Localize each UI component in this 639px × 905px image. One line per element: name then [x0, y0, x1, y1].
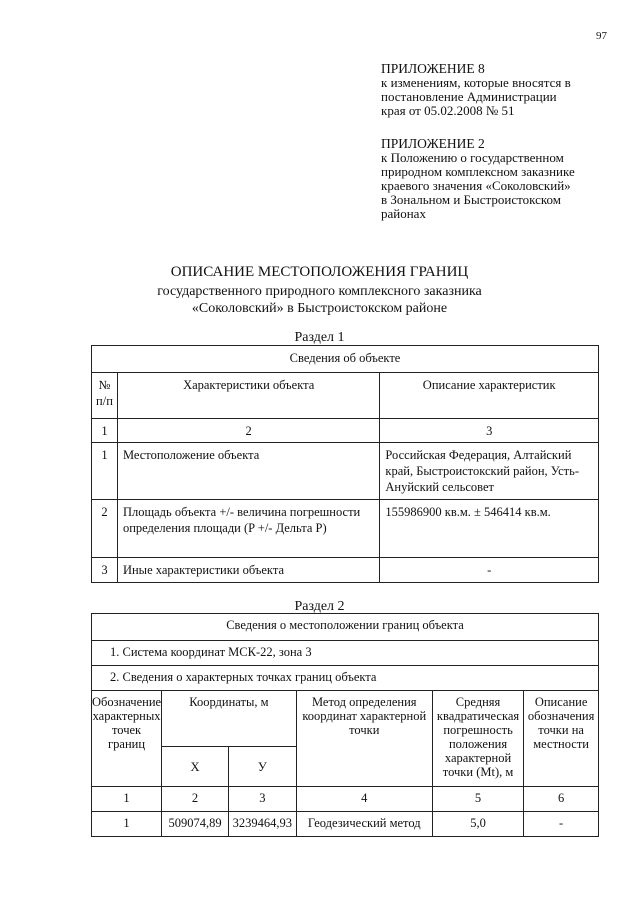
column-number-cell: 4: [296, 787, 432, 812]
appendix-8-line: края от 05.02.2008 № 51: [381, 103, 515, 118]
column-header-coordinates: Координаты, м: [162, 691, 297, 747]
appendix-8-block: [381, 62, 571, 118]
column-number-cell: 2: [162, 787, 229, 812]
column-number-cell: 2: [117, 419, 379, 443]
error-cell: 5,0: [432, 812, 523, 837]
column-number-cell: 1: [92, 787, 162, 812]
points-info-line: 2. Сведения о характерных точках границ объекта: [92, 666, 599, 691]
table-row: [92, 812, 599, 837]
table-row: [92, 443, 599, 500]
row-number: 2: [92, 500, 118, 558]
appendix-2-line: к Положению о государственном: [381, 150, 564, 165]
characteristic-cell: Местоположение объекта: [117, 443, 379, 500]
row-number: 3: [92, 558, 118, 583]
table-row: [92, 558, 599, 583]
y-coordinate-cell: 3239464,93: [229, 812, 297, 837]
row-number: 1: [92, 443, 118, 500]
appendix-2-block: [381, 137, 575, 221]
column-header-description: Описание характеристик: [380, 373, 599, 419]
column-header-point: Обозначение характерных точек границ: [92, 691, 162, 787]
column-header-error: Средняя квадратическая погрешность положения характерной точки (Mt), м: [432, 691, 523, 787]
column-header-point-description: Описание обозначения точки на местности: [524, 691, 599, 787]
point-cell: 1: [92, 812, 162, 837]
table-row: [92, 500, 599, 558]
document-subtitle-line-2: «Соколовский» в Быстроистокском районе: [191, 301, 448, 316]
appendix-8-line: постановление Администрации: [381, 89, 557, 104]
document-subtitle-line-1: государственного природного комплексного заказника: [157, 284, 482, 299]
appendix-2-line: в Зональном и Быстроистокском: [381, 192, 561, 207]
section-1-table: [91, 345, 599, 583]
column-header-y: У: [229, 747, 297, 787]
section-2-table: [91, 613, 599, 837]
column-header-method: Метод определения координат характерной точки: [296, 691, 432, 787]
column-number-cell: 1: [92, 419, 118, 443]
appendix-2-heading: ПРИЛОЖЕНИЕ 2: [381, 136, 485, 151]
column-header-x: X: [162, 747, 229, 787]
appendix-2-line: районах: [381, 206, 426, 221]
appendix-8-heading: ПРИЛОЖЕНИЕ 8: [381, 61, 485, 76]
appendix-2-line: природном комплексном заказнике: [381, 164, 575, 179]
characteristic-cell: Площадь объекта +/- величина погрешности определения площади (P +/- Дельта P): [117, 500, 379, 558]
coordinate-system-line: 1. Система координат МСК-22, зона 3: [92, 641, 599, 666]
section-2-label: Раздел 2: [294, 599, 345, 614]
column-number-cell: 5: [432, 787, 523, 812]
appendix-8-line: к изменениям, которые вносятся в: [381, 75, 571, 90]
column-number-cell: 6: [524, 787, 599, 812]
column-header-number: № п/п: [92, 373, 118, 419]
method-cell: Геодезический метод: [296, 812, 432, 837]
description-cell: 155986900 кв.м. ± 546414 кв.м.: [380, 500, 599, 558]
section-1-label: Раздел 1: [294, 330, 345, 345]
x-coordinate-cell: 509074,89: [162, 812, 229, 837]
section-1-header: Сведения об объекте: [92, 346, 599, 373]
document-title: ОПИСАНИЕ МЕСТОПОЛОЖЕНИЯ ГРАНИЦ: [170, 264, 469, 280]
point-description-cell: -: [524, 812, 599, 837]
page-number: 97: [596, 30, 607, 42]
characteristic-cell: Иные характеристики объекта: [117, 558, 379, 583]
column-number-cell: 3: [229, 787, 297, 812]
appendix-2-line: краевого значения «Соколовский»: [381, 178, 571, 193]
description-cell: -: [380, 558, 599, 583]
section-2-header: Сведения о местоположении границ объекта: [92, 614, 599, 641]
description-cell: Российская Федерация, Алтайский край, Быстроистокский район, Усть-Ануйский сельсовет: [380, 443, 599, 500]
column-header-characteristics: Характеристики объекта: [117, 373, 379, 419]
column-number-cell: 3: [380, 419, 599, 443]
